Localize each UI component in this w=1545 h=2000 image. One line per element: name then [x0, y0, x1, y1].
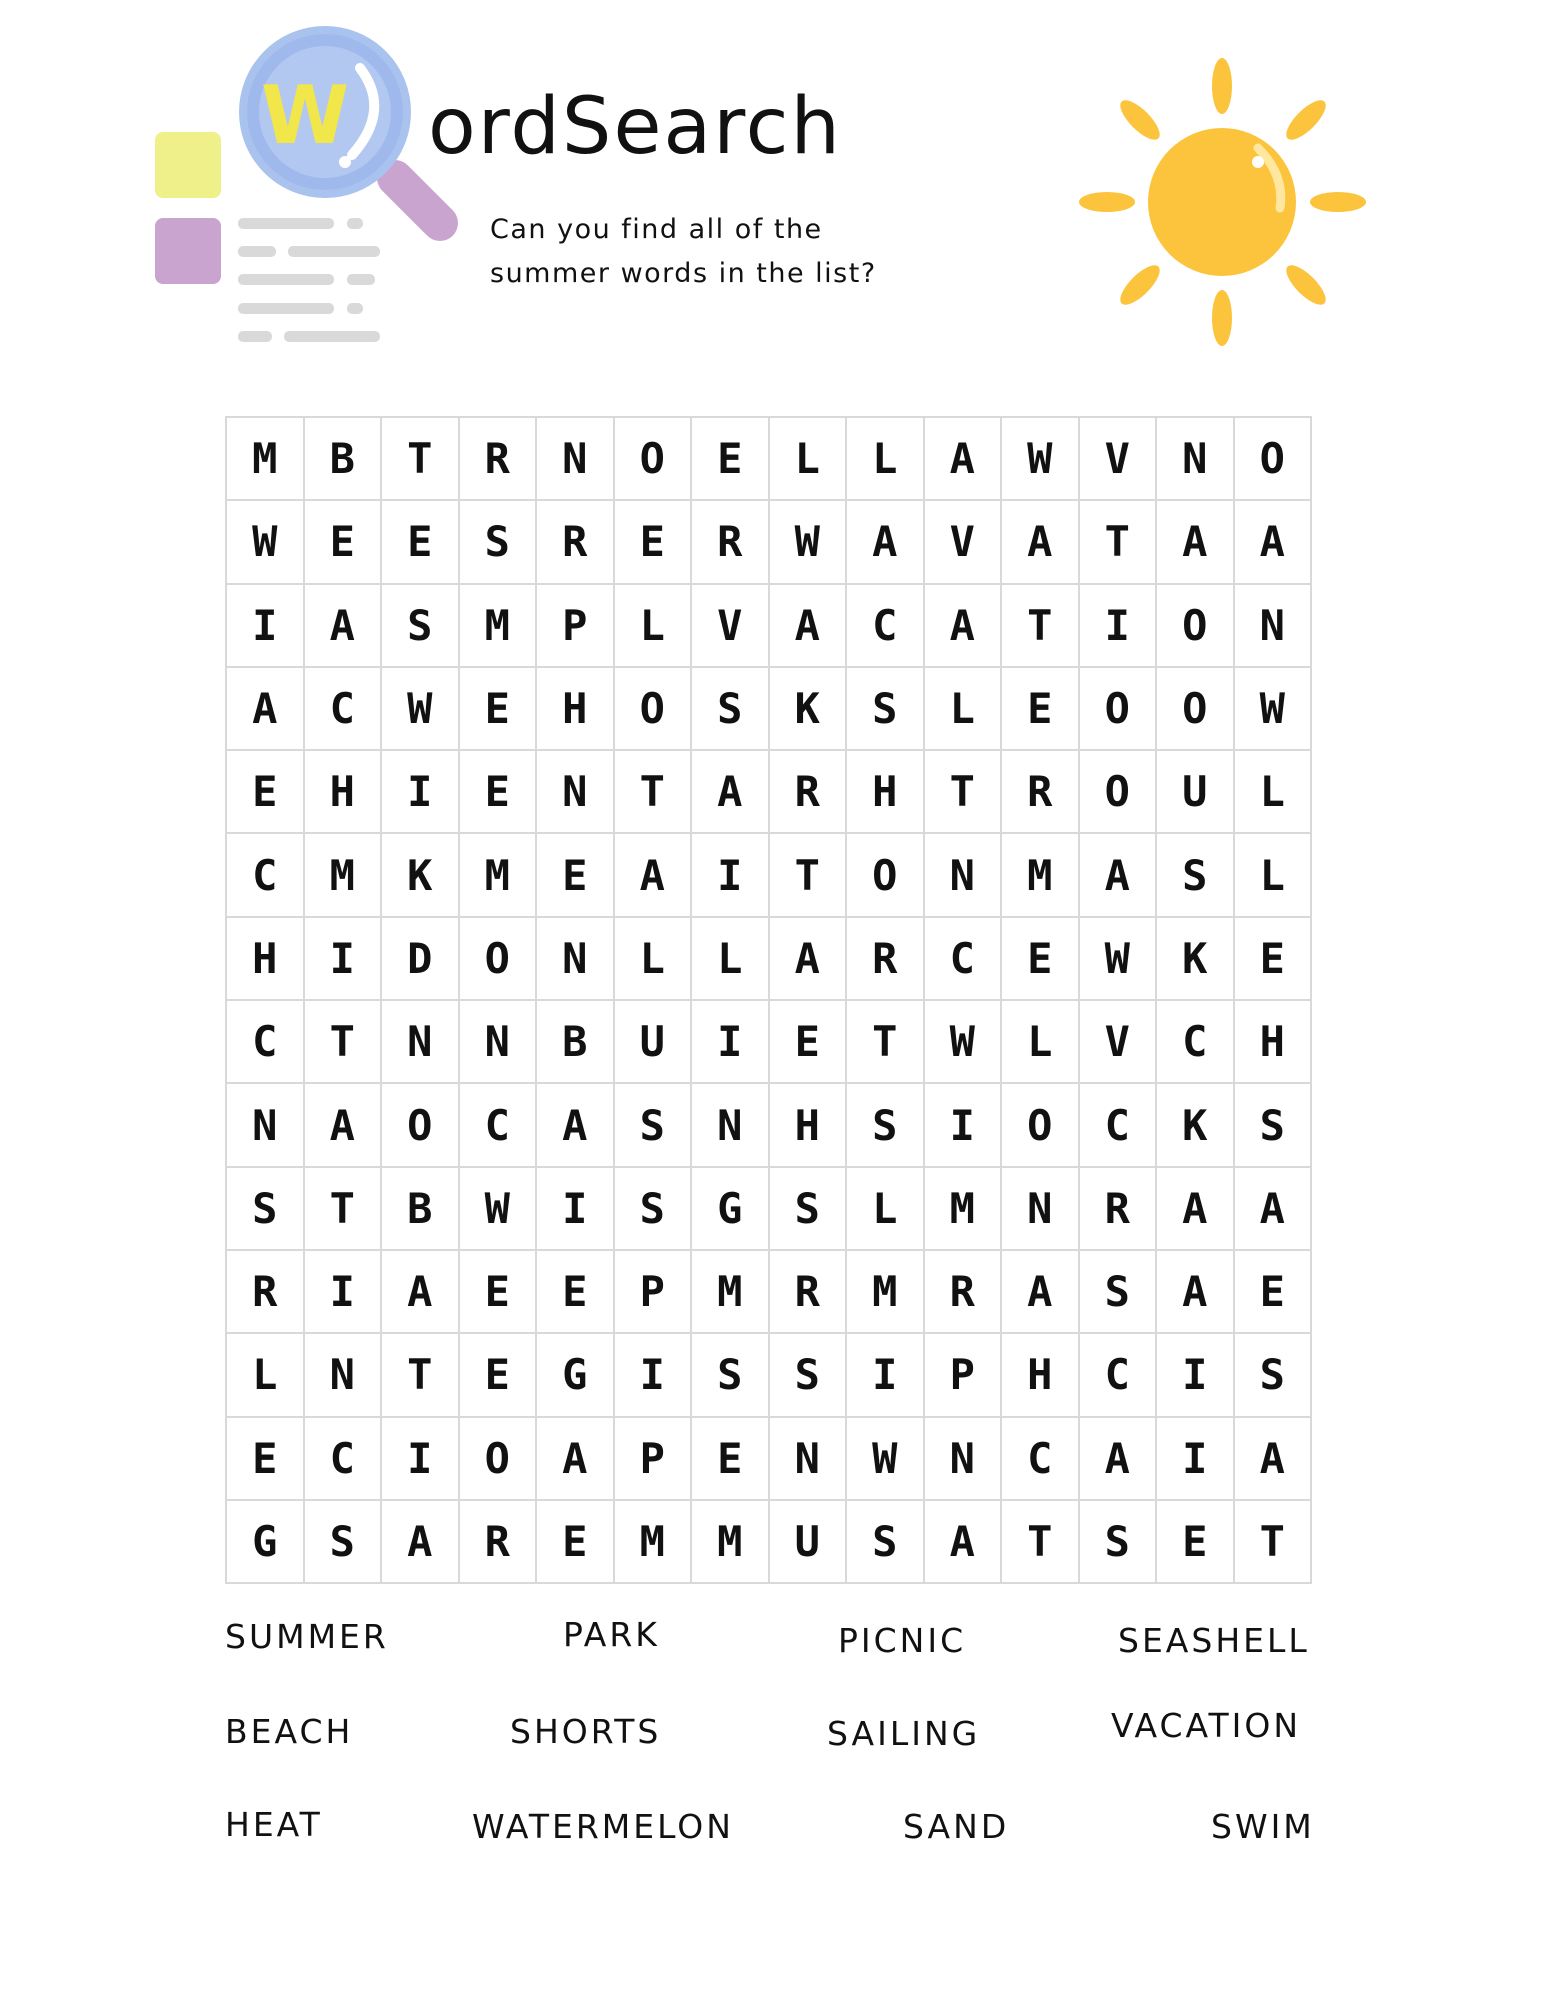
header-artwork: [0, 0, 1545, 380]
grid-cell[interactable]: L: [1002, 1001, 1080, 1084]
grid-cell[interactable]: H: [305, 751, 383, 834]
grid-cell[interactable]: I: [1157, 1418, 1235, 1501]
grid-cell[interactable]: T: [382, 1334, 460, 1417]
instructions-line-2: summer words in the list?: [490, 258, 877, 289]
grid-cell[interactable]: T: [1002, 585, 1080, 668]
grid-cell[interactable]: I: [537, 1168, 615, 1251]
grid-cell[interactable]: V: [925, 501, 1003, 584]
grid-cell[interactable]: A: [847, 501, 925, 584]
grid-cell[interactable]: A: [925, 418, 1003, 501]
grid-cell[interactable]: O: [1235, 418, 1313, 501]
grid-cell[interactable]: K: [770, 668, 848, 751]
grid-cell[interactable]: S: [692, 668, 770, 751]
grid-cell[interactable]: T: [305, 1168, 383, 1251]
word-list-item: SWIM: [1211, 1807, 1315, 1846]
grid-cell[interactable]: W: [1080, 918, 1158, 1001]
grid-cell[interactable]: G: [692, 1168, 770, 1251]
grid-cell[interactable]: E: [382, 501, 460, 584]
grid-cell[interactable]: N: [1235, 585, 1313, 668]
grid-cell[interactable]: M: [305, 834, 383, 917]
grid-cell[interactable]: C: [847, 585, 925, 668]
grid-cell[interactable]: U: [615, 1001, 693, 1084]
word-list-item: BEACH: [225, 1712, 354, 1751]
grid-cell[interactable]: I: [382, 751, 460, 834]
grid-cell[interactable]: B: [382, 1168, 460, 1251]
grid-cell[interactable]: O: [847, 834, 925, 917]
grid-cell[interactable]: K: [382, 834, 460, 917]
grid-cell[interactable]: L: [847, 418, 925, 501]
grid-cell[interactable]: N: [925, 834, 1003, 917]
grid-cell[interactable]: V: [692, 585, 770, 668]
grid-cell[interactable]: O: [460, 1418, 538, 1501]
grid-cell[interactable]: W: [925, 1001, 1003, 1084]
grid-cell[interactable]: N: [925, 1418, 1003, 1501]
grid-cell[interactable]: S: [1235, 1084, 1313, 1167]
grid-cell[interactable]: P: [537, 585, 615, 668]
grid-cell[interactable]: N: [460, 1001, 538, 1084]
grid-cell[interactable]: W: [770, 501, 848, 584]
grid-cell[interactable]: E: [460, 751, 538, 834]
grid-cell[interactable]: E: [537, 1501, 615, 1584]
grid-cell[interactable]: E: [227, 751, 305, 834]
grid-cell[interactable]: R: [770, 751, 848, 834]
grid-cell[interactable]: W: [227, 501, 305, 584]
grid-cell[interactable]: A: [615, 834, 693, 917]
grid-cell[interactable]: C: [925, 918, 1003, 1001]
grid-cell[interactable]: A: [1235, 1168, 1313, 1251]
grid-cell[interactable]: N: [382, 1001, 460, 1084]
grid-cell[interactable]: R: [1002, 751, 1080, 834]
grid-cell[interactable]: A: [305, 1084, 383, 1167]
grid-cell[interactable]: T: [382, 418, 460, 501]
grid-cell[interactable]: V: [1080, 1001, 1158, 1084]
word-list-item: PARK: [563, 1615, 660, 1654]
grid-cell[interactable]: T: [925, 751, 1003, 834]
logo-letter: W: [260, 69, 350, 162]
word-list-item: SAND: [903, 1807, 1010, 1846]
grid-cell[interactable]: U: [1157, 751, 1235, 834]
grid-cell[interactable]: P: [615, 1251, 693, 1334]
grid-cell[interactable]: C: [227, 1001, 305, 1084]
grid-cell[interactable]: W: [1235, 668, 1313, 751]
grid-cell[interactable]: H: [770, 1084, 848, 1167]
grid-cell[interactable]: A: [305, 585, 383, 668]
instructions-line-1: Can you find all of the: [490, 214, 823, 245]
grid-cell[interactable]: O: [615, 418, 693, 501]
grid-cell[interactable]: M: [460, 585, 538, 668]
grid-cell[interactable]: E: [227, 1418, 305, 1501]
grid-cell[interactable]: N: [227, 1084, 305, 1167]
grid-cell[interactable]: O: [1157, 668, 1235, 751]
grid-cell[interactable]: A: [1080, 834, 1158, 917]
instructions: [490, 208, 1010, 296]
grid-cell[interactable]: W: [382, 668, 460, 751]
grid-cell[interactable]: N: [537, 918, 615, 1001]
grid-cell[interactable]: A: [537, 1084, 615, 1167]
grid-cell[interactable]: O: [615, 668, 693, 751]
grid-cell[interactable]: S: [692, 1334, 770, 1417]
grid-cell[interactable]: R: [925, 1251, 1003, 1334]
grid-cell[interactable]: S: [847, 668, 925, 751]
grid-cell[interactable]: C: [227, 834, 305, 917]
grid-cell[interactable]: C: [1002, 1418, 1080, 1501]
grid-cell[interactable]: I: [305, 1251, 383, 1334]
grid-cell[interactable]: O: [1157, 585, 1235, 668]
grid-cell[interactable]: A: [537, 1418, 615, 1501]
grid-cell[interactable]: C: [1080, 1334, 1158, 1417]
grid-cell[interactable]: I: [847, 1334, 925, 1417]
word-list-item: WATERMELON: [472, 1807, 734, 1846]
grid-cell[interactable]: K: [1157, 918, 1235, 1001]
grid-cell[interactable]: W: [847, 1418, 925, 1501]
grid-cell[interactable]: L: [615, 585, 693, 668]
letter-grid[interactable]: [225, 416, 1312, 1584]
grid-cell[interactable]: T: [770, 834, 848, 917]
grid-cell[interactable]: R: [770, 1251, 848, 1334]
grid-cell[interactable]: N: [692, 1084, 770, 1167]
grid-cell[interactable]: L: [925, 668, 1003, 751]
grid-cell[interactable]: I: [227, 585, 305, 668]
grid-cell[interactable]: S: [615, 1084, 693, 1167]
grid-cell[interactable]: S: [382, 585, 460, 668]
grid-cell[interactable]: A: [1157, 501, 1235, 584]
grid-cell[interactable]: O: [382, 1084, 460, 1167]
grid-cell[interactable]: E: [770, 1001, 848, 1084]
grid-cell[interactable]: E: [692, 1418, 770, 1501]
grid-cell[interactable]: O: [1080, 668, 1158, 751]
grid-cell[interactable]: C: [305, 668, 383, 751]
grid-cell[interactable]: E: [1002, 918, 1080, 1001]
grid-cell[interactable]: A: [770, 585, 848, 668]
grid-cell[interactable]: A: [1002, 501, 1080, 584]
grid-cell[interactable]: S: [305, 1501, 383, 1584]
grid-cell[interactable]: R: [692, 501, 770, 584]
grid-cell[interactable]: M: [692, 1251, 770, 1334]
grid-cell[interactable]: A: [770, 918, 848, 1001]
page-title: ordSearch: [428, 82, 842, 172]
grid-cell[interactable]: T: [615, 751, 693, 834]
grid-cell[interactable]: P: [615, 1418, 693, 1501]
grid-cell[interactable]: A: [1157, 1251, 1235, 1334]
grid-cell[interactable]: T: [1002, 1501, 1080, 1584]
grid-cell[interactable]: E: [615, 501, 693, 584]
grid-cell[interactable]: S: [770, 1168, 848, 1251]
grid-cell[interactable]: M: [227, 418, 305, 501]
grid-cell[interactable]: G: [537, 1334, 615, 1417]
grid-cell[interactable]: G: [227, 1501, 305, 1584]
word-list-item: HEAT: [225, 1805, 323, 1844]
grid-cell[interactable]: U: [770, 1501, 848, 1584]
grid-cell[interactable]: B: [537, 1001, 615, 1084]
grid-cell[interactable]: H: [227, 918, 305, 1001]
grid-cell[interactable]: S: [847, 1084, 925, 1167]
grid-cell[interactable]: R: [1080, 1168, 1158, 1251]
word-list-item: VACATION: [1111, 1706, 1302, 1745]
grid-cell[interactable]: A: [925, 585, 1003, 668]
grid-cell[interactable]: T: [1235, 1501, 1313, 1584]
grid-cell[interactable]: W: [1002, 418, 1080, 501]
grid-cell[interactable]: T: [847, 1001, 925, 1084]
grid-cell[interactable]: H: [847, 751, 925, 834]
grid-cell[interactable]: S: [1080, 1251, 1158, 1334]
grid-cell[interactable]: A: [382, 1501, 460, 1584]
grid-cell[interactable]: I: [1080, 585, 1158, 668]
grid-cell[interactable]: I: [615, 1334, 693, 1417]
grid-cell[interactable]: L: [227, 1334, 305, 1417]
grid-cell[interactable]: N: [1157, 418, 1235, 501]
grid-cell[interactable]: H: [1002, 1334, 1080, 1417]
grid-cell[interactable]: M: [692, 1501, 770, 1584]
grid-cell[interactable]: I: [1157, 1334, 1235, 1417]
grid-cell[interactable]: R: [537, 501, 615, 584]
grid-cell[interactable]: O: [1080, 751, 1158, 834]
grid-cell[interactable]: M: [1002, 834, 1080, 917]
grid-cell[interactable]: A: [1235, 1418, 1313, 1501]
grid-cell[interactable]: E: [305, 501, 383, 584]
grid-cell[interactable]: I: [382, 1418, 460, 1501]
grid-cell[interactable]: O: [1002, 1084, 1080, 1167]
grid-cell[interactable]: E: [692, 418, 770, 501]
word-list-item: SUMMER: [225, 1617, 389, 1656]
grid-cell[interactable]: N: [537, 418, 615, 501]
grid-cell[interactable]: R: [460, 1501, 538, 1584]
grid-cell[interactable]: S: [227, 1168, 305, 1251]
grid-cell[interactable]: N: [305, 1334, 383, 1417]
grid-cell[interactable]: I: [692, 834, 770, 917]
grid-cell[interactable]: S: [1157, 834, 1235, 917]
grid-cell[interactable]: S: [1235, 1334, 1313, 1417]
grid-cell[interactable]: W: [460, 1168, 538, 1251]
word-list-item: SAILING: [827, 1714, 981, 1753]
word-list-item: SHORTS: [510, 1712, 662, 1751]
grid-cell[interactable]: A: [925, 1501, 1003, 1584]
grid-cell[interactable]: V: [1080, 418, 1158, 501]
grid-cell[interactable]: L: [615, 918, 693, 1001]
grid-cell[interactable]: K: [1157, 1084, 1235, 1167]
grid-cell[interactable]: R: [847, 918, 925, 1001]
grid-cell[interactable]: M: [847, 1251, 925, 1334]
grid-cell[interactable]: A: [227, 668, 305, 751]
grid-cell[interactable]: P: [925, 1334, 1003, 1417]
grid-cell[interactable]: A: [1235, 501, 1313, 584]
grid-cell[interactable]: E: [460, 668, 538, 751]
grid-cell[interactable]: E: [537, 834, 615, 917]
sun-icon: [1079, 58, 1366, 346]
grid-cell[interactable]: S: [770, 1334, 848, 1417]
grid-cell[interactable]: I: [692, 1001, 770, 1084]
grid-cell[interactable]: L: [1235, 751, 1313, 834]
grid-cell[interactable]: N: [770, 1418, 848, 1501]
grid-cell[interactable]: S: [847, 1501, 925, 1584]
grid-cell[interactable]: E: [1157, 1501, 1235, 1584]
grid-cell[interactable]: A: [1080, 1418, 1158, 1501]
grid-cell[interactable]: E: [460, 1251, 538, 1334]
grid-cell[interactable]: A: [1157, 1168, 1235, 1251]
grid-cell[interactable]: A: [382, 1251, 460, 1334]
word-list-item: PICNIC: [838, 1621, 967, 1660]
grid-cell[interactable]: E: [1002, 668, 1080, 751]
grid-cell[interactable]: H: [1235, 1001, 1313, 1084]
grid-cell[interactable]: S: [1080, 1501, 1158, 1584]
grid-cell[interactable]: N: [1002, 1168, 1080, 1251]
grid-cell[interactable]: C: [1157, 1001, 1235, 1084]
grid-cell[interactable]: T: [1080, 501, 1158, 584]
grid-cell[interactable]: C: [460, 1084, 538, 1167]
grid-cell[interactable]: E: [1235, 1251, 1313, 1334]
grid-cell[interactable]: L: [692, 918, 770, 1001]
grid-cell[interactable]: E: [537, 1251, 615, 1334]
grid-cell[interactable]: R: [227, 1251, 305, 1334]
grid-cell[interactable]: E: [460, 1334, 538, 1417]
grid-cell[interactable]: O: [460, 918, 538, 1001]
grid-cell[interactable]: N: [537, 751, 615, 834]
grid-cell[interactable]: S: [460, 501, 538, 584]
grid-cell[interactable]: L: [847, 1168, 925, 1251]
grid-cell[interactable]: I: [305, 918, 383, 1001]
grid-cell[interactable]: A: [1002, 1251, 1080, 1334]
grid-cell[interactable]: R: [460, 418, 538, 501]
grid-cell[interactable]: L: [1235, 834, 1313, 917]
grid-cell[interactable]: D: [382, 918, 460, 1001]
grid-cell[interactable]: T: [305, 1001, 383, 1084]
grid-cell[interactable]: I: [925, 1084, 1003, 1167]
word-list-item: SEASHELL: [1118, 1621, 1310, 1660]
grid-cell[interactable]: M: [925, 1168, 1003, 1251]
grid-cell[interactable]: C: [305, 1418, 383, 1501]
grid-cell[interactable]: B: [305, 418, 383, 501]
grid-cell[interactable]: L: [770, 418, 848, 501]
grid-cell[interactable]: C: [1080, 1084, 1158, 1167]
grid-cell[interactable]: M: [615, 1501, 693, 1584]
grid-cell[interactable]: E: [1235, 918, 1313, 1001]
grid-cell[interactable]: M: [460, 834, 538, 917]
grid-cell[interactable]: S: [615, 1168, 693, 1251]
grid-cell[interactable]: H: [537, 668, 615, 751]
grid-cell[interactable]: A: [692, 751, 770, 834]
